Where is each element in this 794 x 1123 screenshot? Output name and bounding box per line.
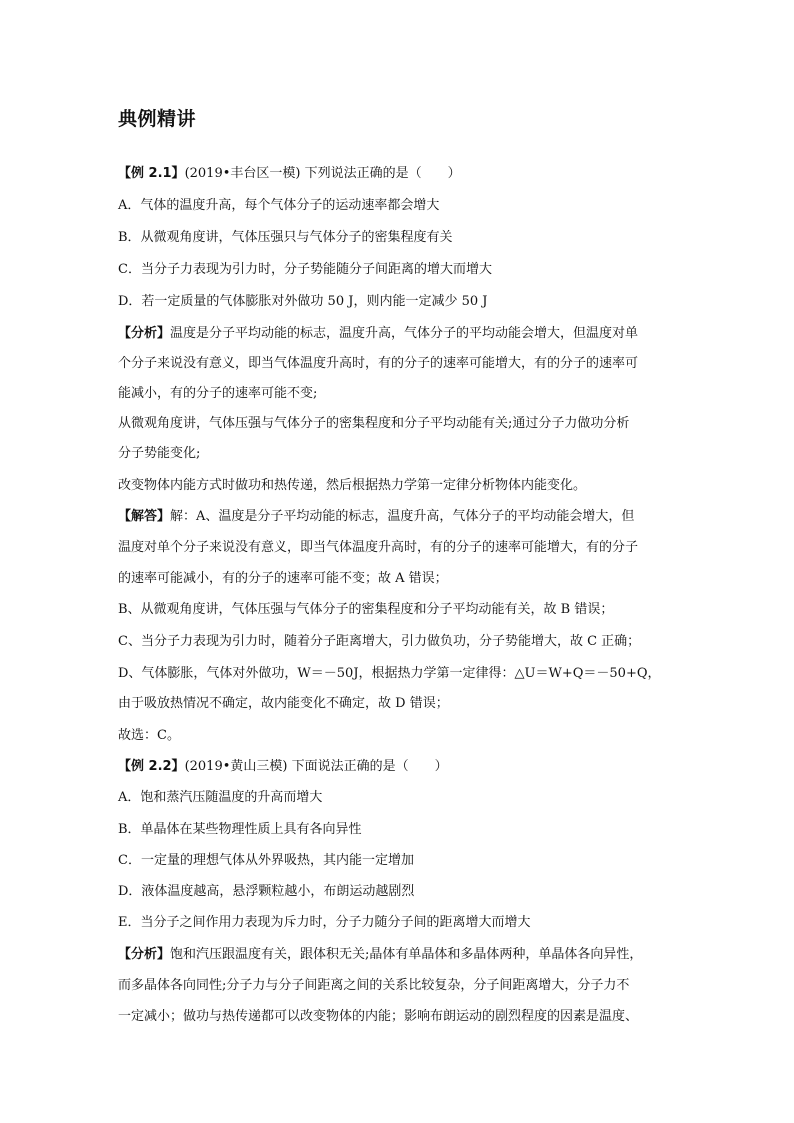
question-text: (2019•丰台区一模) 下列说法正确的是（ ） bbox=[184, 166, 461, 181]
option-b: B．从微观角度讲，气体压强只与气体分子的密集程度有关 bbox=[118, 230, 453, 245]
answer-line: 故选：C。 bbox=[118, 728, 180, 743]
answer-line: 的速率可能减小，有的分子的速率可能不变；故 A 错误； bbox=[118, 571, 448, 586]
analysis-text: 饱和汽压跟温度有关，跟体积无关;晶体有单晶体和多晶体两种，单晶体各向异性， bbox=[170, 947, 643, 962]
analysis-line: 分子势能变化; bbox=[118, 446, 201, 461]
answer-line: 温度对单个分子来说没有意义，即当气体温度升高时，有的分子的速率可能增大，有的分子 bbox=[118, 540, 639, 555]
answer-text: 解：A、温度是分子平均动能的标志，温度升高，气体分子的平均动能会增大，但 bbox=[170, 509, 635, 524]
analysis-tag: 【分析】 bbox=[118, 947, 171, 962]
analysis-line: 而多晶体各向同性;分子力与分子间距离之间的关系比较复杂，分子间距离增大，分子力不 bbox=[118, 978, 630, 993]
example-tag: 【例 2.1】 bbox=[118, 166, 185, 181]
answer-line: 由于吸放热情况不确定，故内能变化不确定，故 D 错误； bbox=[118, 696, 449, 711]
analysis-tag: 【分析】 bbox=[118, 326, 171, 341]
analysis-line: 个分子来说没有意义，即当气体温度升高时，有的分子的速率可能增大，有的分子的速率可 bbox=[118, 356, 639, 371]
example-2-2-question bbox=[118, 757, 448, 777]
option-d: D．若一定质量的气体膨胀对外做功 50 J，则内能一定减少 50 J bbox=[118, 294, 488, 309]
analysis-line: 改变物体内能方式时做功和热传递，然后根据热力学第一定律分析物体内能变化。 bbox=[118, 478, 587, 493]
answer-line: D、气体膨胀，气体对外做功，W＝－50J，根据热力学第一定律得：△U＝W+Q＝－50+Q， bbox=[118, 666, 661, 681]
option-b: B．单晶体在某些物理性质上具有各向异性 bbox=[118, 822, 362, 837]
answer-line: B、从微观角度讲，气体压强与气体分子的密集程度和分子平均动能有关，故 B 错误； bbox=[118, 602, 614, 617]
answer-tag: 【解答】 bbox=[118, 509, 171, 524]
analysis-line: 一定减小；做功与热传递都可以改变物体的内能；影响布朗运动的剧烈程度的因素是温度、 bbox=[118, 1009, 639, 1024]
analysis-line bbox=[118, 324, 638, 344]
analysis-line: 从微观角度讲，气体压强与气体分子的密集程度和分子平均动能有关;通过分子力做功分析 bbox=[118, 416, 630, 431]
example-tag: 【例 2.2】 bbox=[118, 759, 185, 774]
option-c: C．当分子力表现为引力时，分子势能随分子间距离的增大而增大 bbox=[118, 262, 492, 277]
option-a: A．气体的温度升高，每个气体分子的运动速率都会增大 bbox=[118, 198, 440, 213]
section-title: 典例精讲 bbox=[118, 108, 197, 130]
answer-line: C、当分子力表现为引力时，随着分子距离增大，引力做负功，分子势能增大，故 C 正确； bbox=[118, 634, 641, 649]
option-a: A．饱和蒸汽压随温度的升高而增大 bbox=[118, 790, 323, 805]
option-c: C．一定量的理想气体从外界吸热，其内能一定增加 bbox=[118, 853, 414, 868]
analysis-line bbox=[118, 945, 642, 965]
analysis-text: 温度是分子平均动能的标志，温度升高，气体分子的平均动能会增大，但温度对单 bbox=[170, 326, 639, 341]
option-e: E．当分子之间作用力表现为斥力时，分子力随分子间的距离增大而增大 bbox=[118, 915, 531, 930]
example-2-1-question bbox=[118, 164, 461, 184]
analysis-line: 能减小，有的分子的速率可能不变; bbox=[118, 386, 318, 401]
option-d: D．液体温度越高，悬浮颗粒越小，布朗运动越剧烈 bbox=[118, 884, 415, 899]
answer-line bbox=[118, 507, 634, 527]
question-text: (2019•黄山三模) 下面说法正确的是（ ） bbox=[184, 759, 448, 774]
